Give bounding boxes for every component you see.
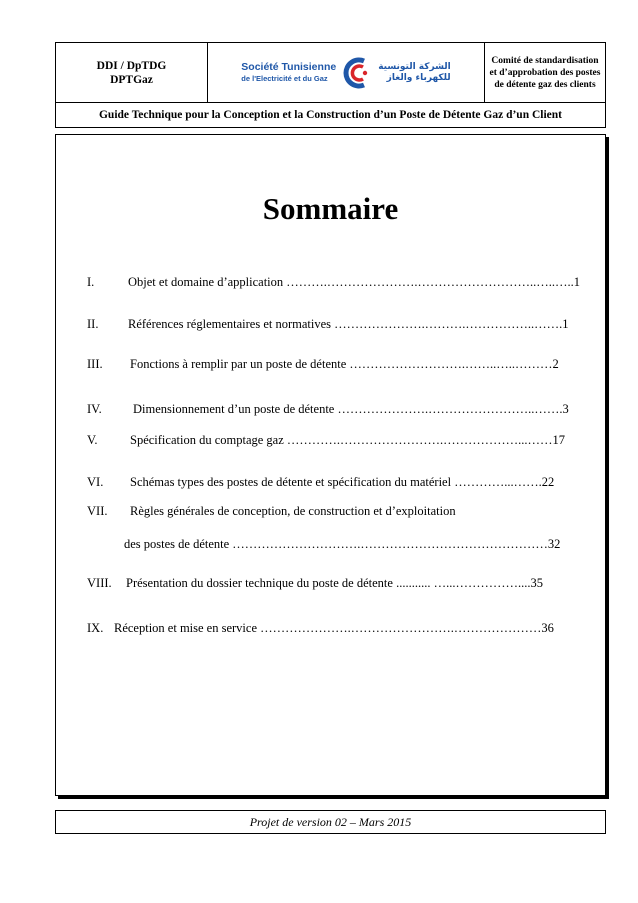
committee-text: Comité de standardisation et d’approbation des postes de détente gaz des clients [489,55,601,90]
toc-text: Objet et domaine d’application ……….………………….………………………..…..…..1 [128,275,581,289]
logo-arabic-name: الشركة التونسية للكهرباء والغاز [378,61,451,83]
logo-french-name: Société Tunisienne de l'Electricité et du Gaz [241,60,337,83]
header-committee-cell [485,43,605,102]
toc-text: Références réglementaires et normatives ………………….……….……………..…….1 [128,317,569,331]
toc-number: V. [87,433,98,447]
sommaire-box [55,134,606,796]
steg-logo [241,57,450,89]
steg-emblem-icon [342,57,372,89]
toc-number: VI. [87,475,104,489]
header-table [55,42,606,128]
department-line2: DPTGaz [110,73,153,86]
toc-number: IV. [87,402,102,416]
version-text: Projet de version 02 – Mars 2015 [249,814,412,829]
toc-text: Réception et mise en service ………………….…………………….…………………36 [114,621,554,635]
department-line1: DDI / DpTDG [96,59,167,72]
toc-text: Schémas types des postes de détente et spécification du matériel …………...…….22 [130,475,555,489]
toc-number: II. [87,317,99,331]
toc-text: des postes de détente ………………………….………………………………………32 [124,537,561,551]
toc-number: IX. [87,621,104,635]
toc-number: VIII. [87,576,112,590]
guide-title: Guide Technique pour la Conception et la Construction d’un Poste de Détente Gaz d’un Client [98,109,562,121]
toc-text: Présentation du dossier technique du poste de détente ........... …...……………....35 [126,576,543,590]
toc-number: I. [87,275,95,289]
footer-version [55,810,606,834]
header-department-cell [56,43,208,102]
toc-text: Spécification du comptage gaz ………….…………………….………………...……17 [130,433,566,447]
toc-number: III. [87,357,103,371]
page-title: Sommaire [262,191,399,226]
toc-number: VII. [87,504,108,518]
toc-text: Règles générales de conception, de construction et d’exploitation [130,504,456,518]
toc-text: Dimensionnement d’un poste de détente ………………….……………………..…….3 [133,402,569,416]
header-logo-cell [208,43,485,102]
toc-text: Fonctions à remplir par un poste de détente ……………………….……..…..………2 [130,357,559,371]
header-top-row [56,43,605,103]
